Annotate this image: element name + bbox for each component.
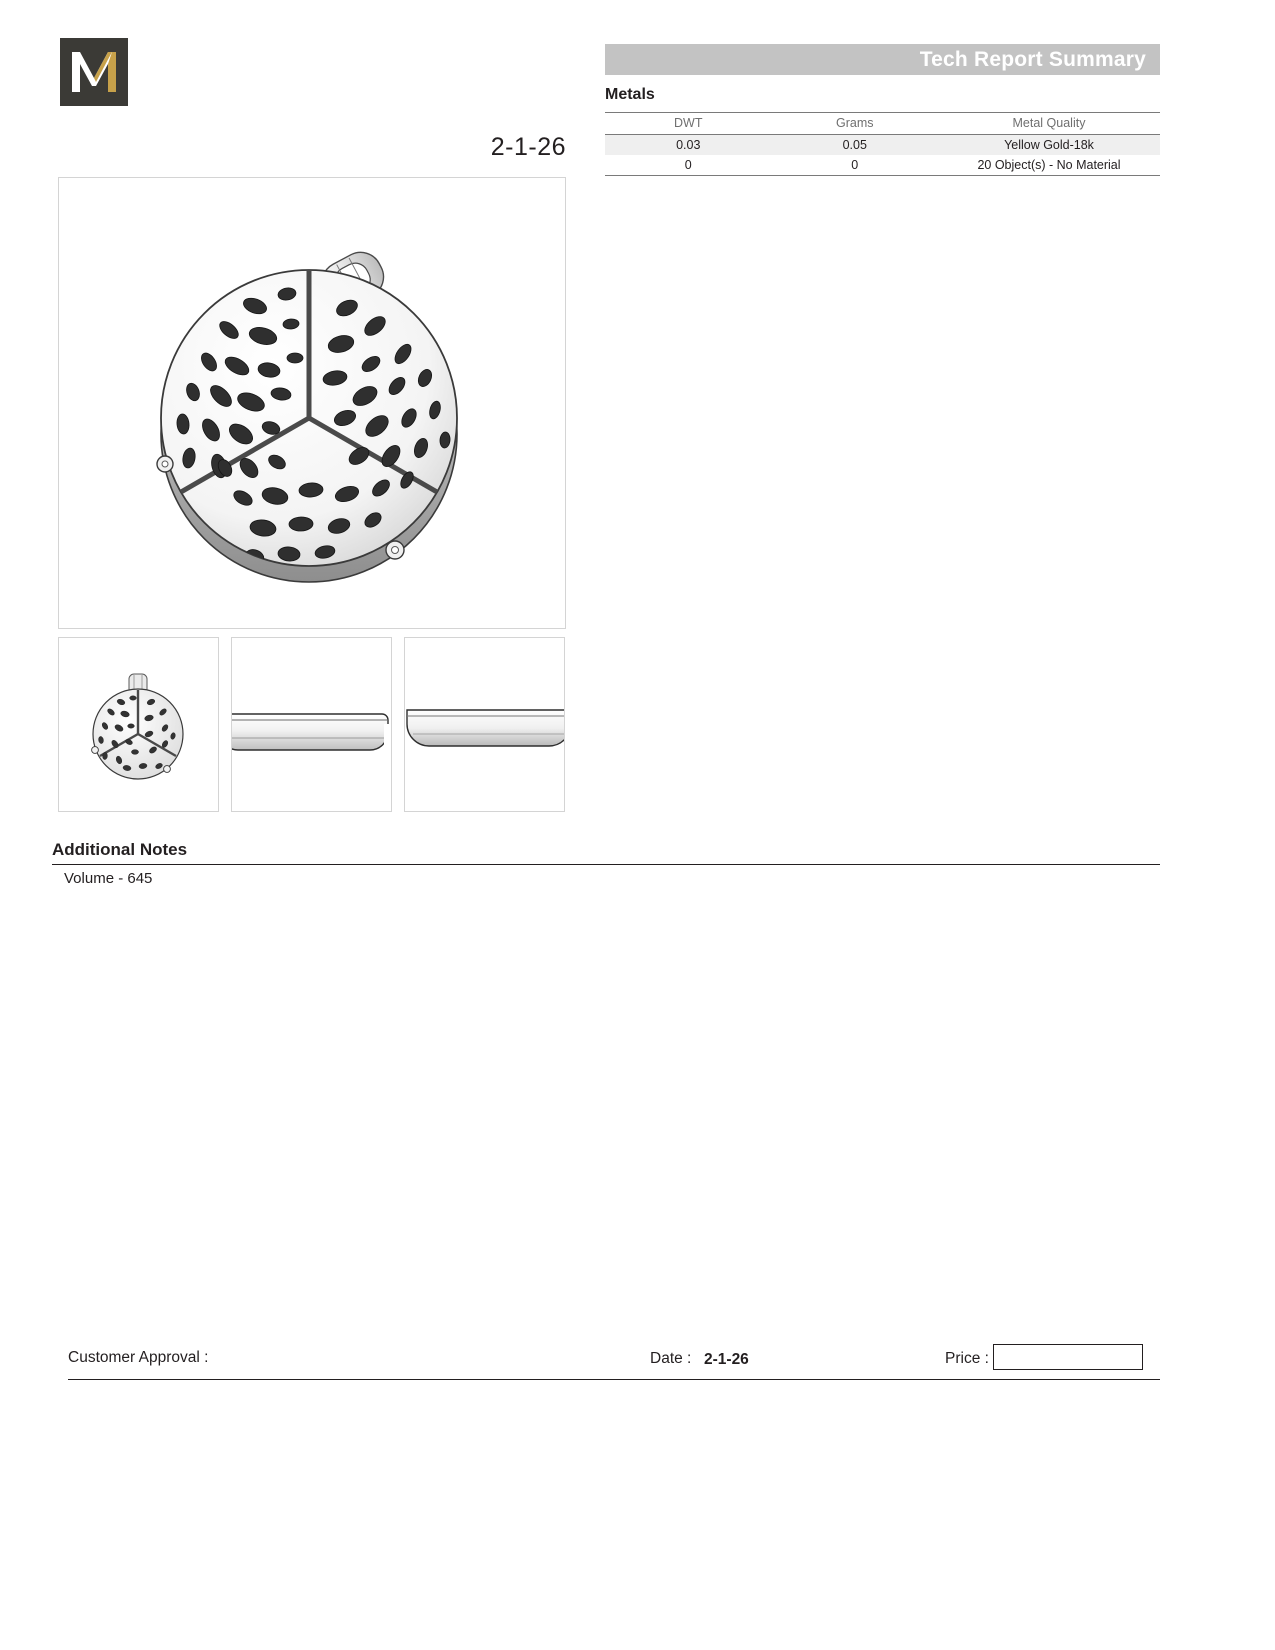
table-header-row: [605, 113, 1160, 135]
column-header-dwt: DWT: [605, 113, 772, 135]
table-row: [605, 155, 1160, 176]
company-logo: [60, 38, 128, 106]
cell-dwt: 0: [605, 155, 772, 176]
cell-grams: 0.05: [772, 135, 939, 156]
metals-table: [605, 112, 1160, 176]
thumbnail-row: [58, 637, 566, 812]
thumbnail-side-view-1[interactable]: [231, 637, 392, 812]
cell-metal-quality: Yellow Gold-18k: [938, 135, 1160, 156]
thumbnail-front-view[interactable]: [58, 637, 219, 812]
pendant-front-view-icon: [59, 638, 218, 811]
logo-monogram-m-icon: [68, 46, 120, 98]
customer-approval-label: Customer Approval :: [68, 1349, 209, 1366]
metals-section-title: Metals: [605, 86, 655, 103]
pendant-side-view-1-icon: [232, 638, 391, 811]
cell-dwt: 0.03: [605, 135, 772, 156]
additional-notes-title: Additional Notes: [52, 840, 188, 859]
table-row: [605, 135, 1160, 156]
cell-metal-quality: 20 Object(s) - No Material: [938, 155, 1160, 176]
customer-approval-signature-line[interactable]: [68, 1379, 1160, 1380]
tech-report-header: Tech Report Summary: [605, 44, 1160, 75]
thumbnail-side-view-2[interactable]: [404, 637, 565, 812]
column-header-metal-quality: Metal Quality: [938, 113, 1160, 135]
additional-notes-text: Volume - 645: [64, 870, 153, 887]
pendant-side-view-2-icon: [405, 638, 564, 811]
pendant-perspective-view-icon: [59, 178, 565, 628]
date-value: 2-1-26: [704, 1351, 749, 1368]
main-product-image: [58, 177, 566, 629]
additional-notes-divider: [52, 864, 1160, 865]
price-input[interactable]: [993, 1344, 1143, 1370]
column-header-grams: Grams: [772, 113, 939, 135]
cell-grams: 0: [772, 155, 939, 176]
price-label: Price :: [945, 1350, 989, 1367]
design-id: 2-1-26: [490, 133, 566, 161]
date-label: Date :: [650, 1350, 692, 1367]
